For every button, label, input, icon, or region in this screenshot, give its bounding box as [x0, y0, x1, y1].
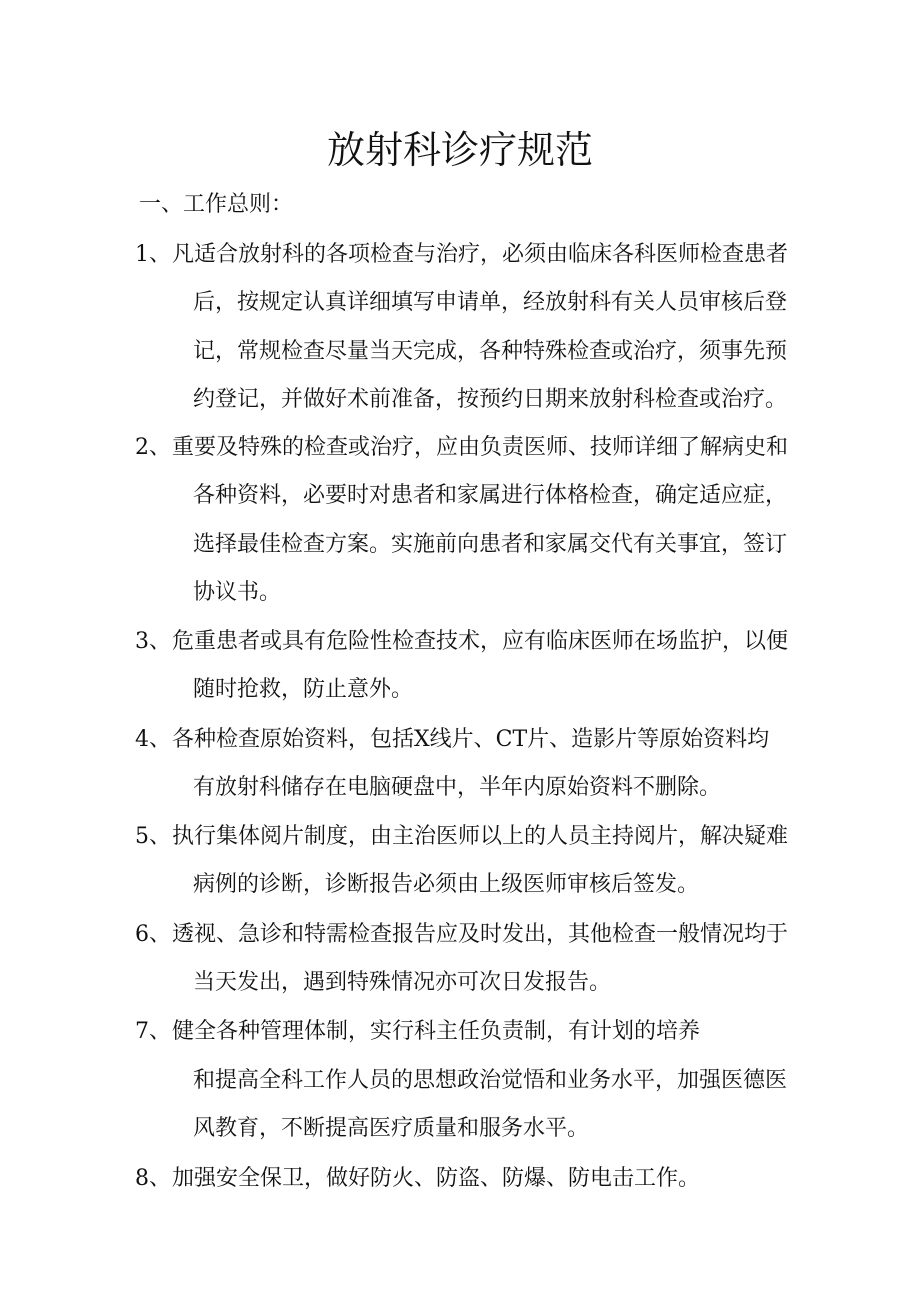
item-number: 7、 — [135, 1019, 171, 1044]
item-line: 健全各种管理体制，实行科主任负责制，有计划的培养 — [172, 1019, 701, 1044]
item-line: 危重患者或具有危险性检查技术，应有临床医师在场监护，以便 — [172, 629, 789, 654]
item-line: 随时抢救，防止意外。 — [193, 677, 414, 702]
document-title: 放射科诊疗规范 — [326, 128, 593, 172]
item-line: 有放射科储存在电脑硬盘中，半年内原始资料不删除。 — [193, 775, 722, 800]
item-line: 重要及特殊的检查或治疗，应由负责医师、技师详细了解病史和 — [172, 435, 789, 460]
item-line: 各种检查原始资料，包括X线片、CT片、造影片等原始资料均 — [172, 727, 770, 752]
item-line: 病例的诊断，诊断报告必须由上级医师审核后签发。 — [193, 872, 700, 897]
item-number: 3、 — [135, 629, 171, 654]
item-line: 执行集体阅片制度，由主治医师以上的人员主持阅片，解决疑难 — [172, 824, 789, 849]
item-number: 2、 — [135, 435, 171, 460]
item-line: 当天发出，遇到特殊情况亦可次日发报告。 — [193, 970, 612, 995]
item-line: 后，按规定认真详细填写申请单，经放射科有关人员审核后登 — [193, 290, 788, 315]
item-number: 8、 — [135, 1166, 171, 1191]
item-line: 协议书。 — [193, 580, 282, 605]
item-number: 4、 — [135, 727, 171, 752]
item-line: 各种资料，必要时对患者和家属进行体格检查，确定适应症， — [193, 483, 788, 508]
item-number: 5、 — [135, 824, 171, 849]
item-line: 和提高全科工作人员的思想政治觉悟和业务水平，加强医德医 — [193, 1068, 788, 1093]
item-line: 透视、急诊和特需检查报告应及时发出，其他检查一般情况均于 — [172, 922, 789, 947]
item-line: 凡适合放射科的各项检查与治疗，必须由临床各科医师检查患者 — [172, 242, 789, 267]
section-heading: 一、工作总则： — [139, 192, 294, 217]
item-number: 6、 — [135, 922, 171, 947]
item-number: 1、 — [135, 242, 171, 267]
item-line: 加强安全保卫，做好防火、防盗、防爆、防电击工作。 — [172, 1166, 701, 1191]
item-line: 记，常规检查尽量当天完成，各种特殊检查或治疗，须事先预 — [193, 339, 788, 364]
item-line: 约登记，并做好术前准备，按预约日期来放射科检查或治疗。 — [193, 387, 788, 412]
item-line: 风教育，不断提高医疗质量和服务水平。 — [193, 1116, 590, 1141]
item-line: 选择最佳检查方案。实施前向患者和家属交代有关事宜，签订 — [193, 532, 788, 557]
